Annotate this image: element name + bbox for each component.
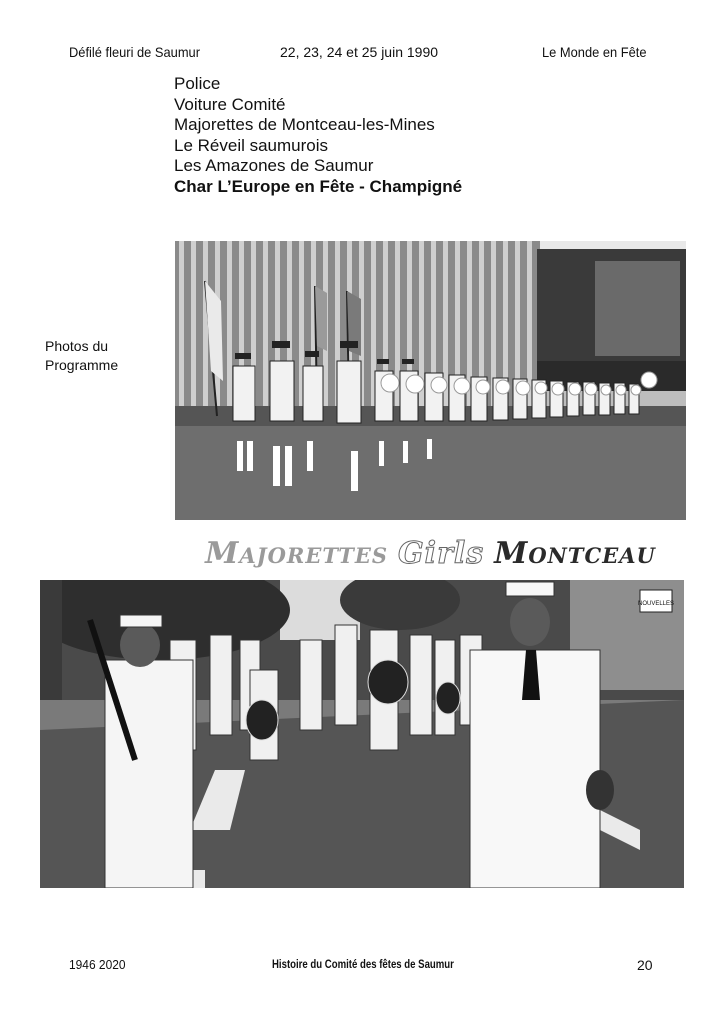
banner-word-majorettes: Majorettes [205,535,389,571]
header-dates: 22, 23, 24 et 25 juin 1990 [280,44,439,60]
lineup-item: Voiture Comité [174,94,286,114]
banner-word-girls: Girls [398,535,485,571]
lineup-item: Les Amazones de Saumur [174,156,374,175]
page-number: 20 [637,957,653,973]
marching-band-photo [40,580,684,888]
caption-line: Programme [45,357,119,373]
header-theme: Le Monde en Fête [542,44,647,60]
footer-years: 1946 2020 [69,957,126,972]
lineup-item-highlight: Char L’Europe en Fête - Champigné [174,176,463,196]
majorettes-banner [175,532,686,574]
lineup-item: Majorettes de Montceau-les-Mines [174,115,435,134]
photo-caption [45,337,118,375]
lineup-item: Police [174,74,221,93]
banner-word-montceau: Montceau [494,535,656,571]
parade-lineup [174,74,462,197]
footer-book-title: Histoire du Comité des fêtes de Saumur [272,957,454,971]
caption-line: Photos du [45,338,109,354]
lineup-item: Le Réveil saumurois [174,135,329,155]
header-event-title: Défilé fleuri de Saumur [69,44,201,60]
majorettes-photo [175,241,686,520]
majorettes-photo-image [175,241,686,520]
marching-band-photo-image [40,580,684,888]
shop-sign: NOUVELLES [637,601,675,607]
